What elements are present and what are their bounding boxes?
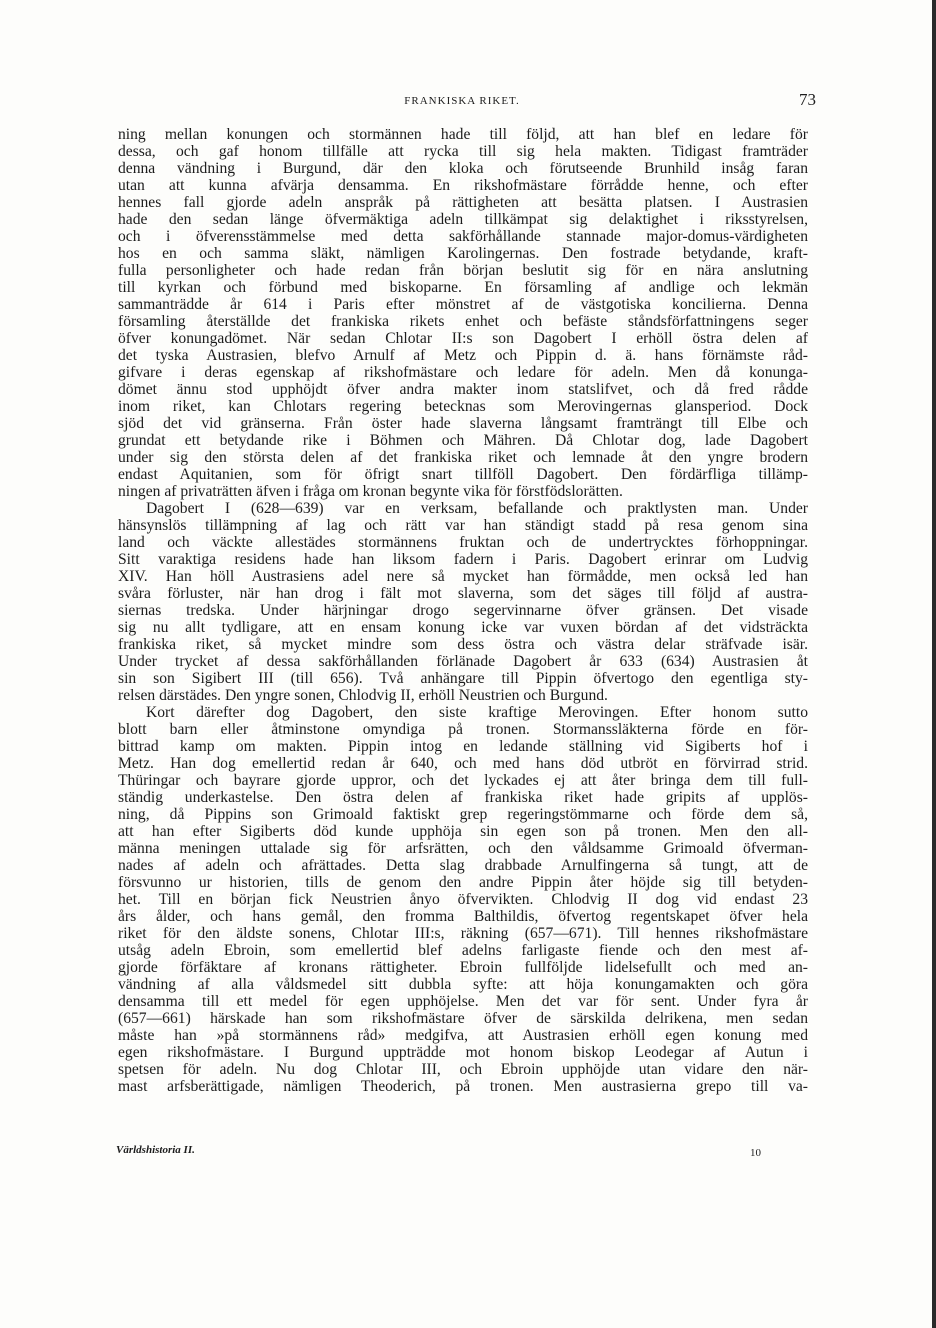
text-line: svåra förluster, när han drog i fält mot slaverna, som det säges till följd af austra- <box>118 585 808 602</box>
text-line: relsen därstädes. Den yngre sonen, Chlodvig II, erhöll Neustrien och Burgund. <box>118 687 608 704</box>
text-line: hade den sedan länge öfvermäktiga adeln tillkämpat sig delaktighet i riksstyrelsen, <box>118 211 808 228</box>
text-line: fulla personligheter och hade redan från början beslutit sig för en nära anslutning <box>118 262 808 279</box>
text-line: ständig underkastelse. Den östra delen af frankiska riket hade gripits af upplös- <box>118 789 808 806</box>
text-line: utsåg adeln Ebroin, som emellertid blef adelns farligaste fiende och den mest af- <box>118 942 808 959</box>
text-line: sig nu allt tydligare, att en ensam konung icke var vuxen bördan af det vidsträckta <box>118 619 808 636</box>
text-line: och i öfverensstämmelse med detta sakförhållande stannade major-domus-värdigheten <box>118 228 808 245</box>
text-line: nades af adeln och afrättades. Detta slag drabbade Arnulfingerna så tungt, att de <box>118 857 808 874</box>
text-line: gjorde förfäktare af kronans rättigheter. Ebroin fullföljde lidelsefullt och med an- <box>118 959 808 976</box>
text-line: måste han »på stormännens råd» medgifva, att Austrasien erhöll egen konung med <box>118 1027 808 1044</box>
text-line: att han efter Sigiberts död kunde upphöja sin egen son på tronen. Men den all- <box>118 823 808 840</box>
text-line: sjöd det vid gränserna. Från öster hade slaverna långsamt framträngt till Elbe och <box>118 415 808 432</box>
text-line: församling återställde det frankiska rikets enhet och befäste ståndsförfattningens seger <box>118 313 808 330</box>
text-line: hos en och samma släkt, nämligen Karolingernas. Den fostrade betydande, kraft- <box>118 245 808 262</box>
text-line: ning mellan konungen och stormännen hade till följd, att han blef en ledare för <box>118 126 808 143</box>
text-line: ning, då Pippins son Grimoald faktiskt grep regeringstömmarne och förde dem så, <box>118 806 808 823</box>
text-line: det tyska Austrasien, blefvo Arnulf af Metz och Pippin d. ä. hans förnämste råd- <box>118 347 808 364</box>
body-text <box>118 126 808 1095</box>
text-line: hänsynslös tillämpning af lag och rätt var han ständigt stadd på resa genom sina <box>118 517 808 534</box>
text-line: mast arfsberättigade, nämligen Theoderich, på tronen. Men austrasierna grepo till va- <box>118 1078 808 1095</box>
text-line: land och väckte allestädes stormännens fruktan och de undertrycktes förhoppningar. <box>118 534 808 551</box>
text-line: blott barn eller åtminstone omyndiga på tronen. Stormanssläkterna förde en för- <box>118 721 808 738</box>
text-line: Kort därefter dog Dagobert, den siste kraftige Merovingen. Efter honom sutto <box>146 704 808 721</box>
text-line: endast Aquitanien, som för öfrigt snart tillföll Dagobert. Den fördärfliga tillämp- <box>118 466 808 483</box>
text-line: Thüringar och bayrare gjorde uppror, och det lyckades ej att åter bringa dem till full- <box>118 772 808 789</box>
text-line: denna vändning i Burgund, där den kloka och förutseende Brunhild insåg faran <box>118 160 808 177</box>
text-line: Under trycket af dessa sakförhållanden förlänade Dagobert år 633 (634) Austrasien åt <box>118 653 808 670</box>
text-line: grundat ett betydande rike i Böhmen och Mähren. Då Chlotar dog, lade Dagobert <box>118 432 808 449</box>
sheet-number: 10 <box>750 1147 761 1159</box>
signature-mark: Världshistoria II. <box>116 1144 195 1156</box>
scan-edge <box>932 0 936 1328</box>
text-line: Metz. Han dog emellertid redan år 640, och med hans död utbröt en förvirrad strid. <box>118 755 808 772</box>
text-line: densamma till ett medel för egen upphöjelse. Men det var för sent. Under fyra år <box>118 993 808 1010</box>
text-line: vändning af alla våldsmedel sitt dubbla syfte: att höja konungamakten och göra <box>118 976 808 993</box>
text-line: (657—661) härskade han som rikshofmästare öfver de särskilda delrikena, men sedan <box>118 1010 808 1027</box>
text-line: till kyrkan och förbund med biskoparne. En församling af andlige och lekmän <box>118 279 808 296</box>
text-line: Sitt varaktiga residens hade han liksom fadern i Paris. Dagobert erinrar om Ludvig <box>118 551 808 568</box>
text-line: ningen af privaträtten äfven i fråga om kronan begynte vika för förstfödslorätten. <box>118 483 623 500</box>
text-line: bittrad kamp om makten. Pippin intog en ledande ställning vid Sigiberts hof i <box>118 738 808 755</box>
text-line: sin son Sigibert III (till 656). Två anhängare till Pippin öfvertogo den egentliga sty- <box>118 670 808 687</box>
text-line: Dagobert I (628—639) var en verksam, befallande och praktlysten man. Under <box>146 500 808 517</box>
text-line: egen rikshofmästare. I Burgund uppträdde mot honom biskop Leodegar af Autun i <box>118 1044 808 1061</box>
page-footer <box>116 1144 808 1164</box>
page-header <box>116 90 816 112</box>
text-line: siernas tredska. Under härjningar drogo segervinnarne öfver gränsen. Det visade <box>118 602 808 619</box>
text-line: års ålder, och hans gemål, den fromma Balthildis, öfvertog regentskapet öfver hela <box>118 908 808 925</box>
text-line: öfver konungadömet. När sedan Chlotar II:s son Dagobert I erhöll östra delen af <box>118 330 808 347</box>
text-line: dessa, och gaf honom tillfälle att rycka till sig hela makten. Tidigast framträder <box>118 143 808 160</box>
text-line: utan att kunna afvärja densamma. En rikshofmästare förrådde henne, och efter <box>118 177 808 194</box>
text-line: gifvare i deras egenskap af rikshofmästare och ledare för adeln. Men då konunga- <box>118 364 808 381</box>
running-title: FRANKISKA RIKET. <box>404 95 520 107</box>
text-line: XIV. Han höll Austrasiens adel nere så mycket han förmådde, men också led han <box>118 568 808 585</box>
text-line: frankiska riket, så mycket mindre som dess östra och västra delar sträfvade isär. <box>118 636 808 653</box>
page-number: 73 <box>799 90 816 109</box>
text-line: sammanträdde år 614 i Paris efter mönstret af de västgotiska koncilierna. Denna <box>118 296 808 313</box>
text-line: hennes fall gjorde adeln anspråk på rättigheten att besätta platsen. I Austrasien <box>118 194 808 211</box>
text-line: under sig den största delen af det frankiska riket och lemnade åt den yngre brodern <box>118 449 808 466</box>
text-line: het. Till en början fick Neustrien ånyo öfvervikten. Chlodvig II dog vid endast 23 <box>118 891 808 908</box>
text-line: riket för den äldste sonens, Chlotar III:s, räkning (657—671). Till hennes rikshofmästare <box>118 925 808 942</box>
text-line: försvunno ur historien, tills de genom den andre Pippin åter höjde sig till betyden- <box>118 874 808 891</box>
text-line: spetsen för adeln. Nu dog Chlotar III, och Ebroin upphöjde utan vidare den när- <box>118 1061 808 1078</box>
text-line: inom riket, kan Chlotars regering betecknas som Merovingernas glansperiod. Dock <box>118 398 808 415</box>
text-line: männa meningen uttalade sig för arfsrätten, och den våldsamme Grimoald öfverman- <box>118 840 808 857</box>
text-line: dömet ännu stod upphöjdt öfver andra makter inom statslifvet, och då fred rådde <box>118 381 808 398</box>
